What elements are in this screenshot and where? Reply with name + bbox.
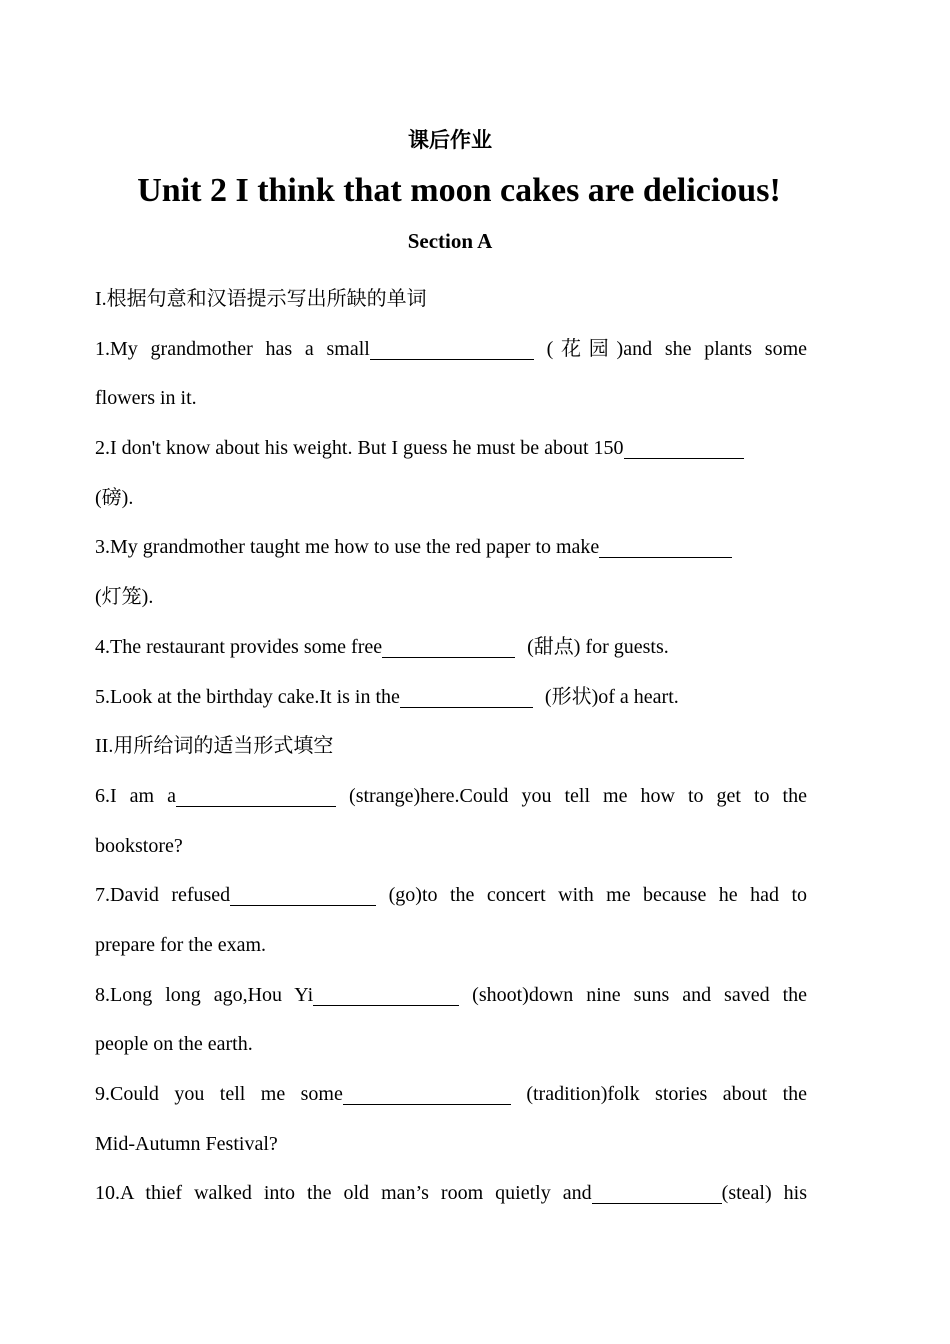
answer-blank-3[interactable] <box>599 535 732 558</box>
answer-blank-7[interactable] <box>230 883 376 906</box>
question-7 <box>95 871 807 921</box>
question-5-text: 5.Look at the birthday cake.It is in the <box>95 685 400 708</box>
question-7-text: 7.David refused <box>95 884 231 907</box>
answer-blank-8[interactable] <box>313 983 459 1006</box>
answer-blank-1[interactable] <box>370 337 534 360</box>
question-8-hint: (shoot)down nine suns and saved the <box>472 983 807 1006</box>
answer-blank-5[interactable] <box>400 685 533 708</box>
question-3 <box>95 523 807 573</box>
question-9 <box>95 1070 807 1120</box>
question-6 <box>95 772 807 822</box>
question-8 <box>95 971 807 1021</box>
question-3-continued: (灯笼). <box>95 586 154 609</box>
question-5-hint: (形状)of a heart. <box>544 685 679 708</box>
homework-label: 课后作业 <box>408 128 492 152</box>
question-6-hint: (strange)here.Could you tell me how to get to the <box>349 784 807 807</box>
question-6-continued: bookstore? <box>95 834 183 857</box>
question-8-text: 8.Long long ago,Hou Yi <box>95 983 314 1006</box>
section-label: Section A <box>407 229 493 253</box>
question-9-hint: (tradition)folk stories about the <box>526 1083 807 1105</box>
question-10-hint: (steal) his <box>721 1182 807 1205</box>
question-10 <box>95 1169 807 1219</box>
question-6-text: 6.I am a <box>95 784 177 807</box>
question-1-text: 1.My grandmother has a small <box>95 337 370 360</box>
question-8-continued: people on the earth. <box>95 1033 253 1056</box>
question-2 <box>95 424 807 474</box>
question-5 <box>95 673 807 723</box>
part1-heading: I.根据句意和汉语提示写出所缺的单词 <box>95 288 427 310</box>
part2-heading: II.用所给词的适当形式填空 <box>95 735 334 758</box>
answer-blank-6[interactable] <box>176 784 336 807</box>
answer-blank-4[interactable] <box>382 635 515 658</box>
question-4-hint: (甜点) for guests. <box>527 635 669 658</box>
answer-blank-10[interactable] <box>592 1181 722 1204</box>
question-9-text: 9.Could you tell me some <box>95 1083 343 1105</box>
question-1-continued: flowers in it. <box>95 387 197 410</box>
question-10-text: 10.A thief walked into the old man’s room quietly and <box>95 1182 592 1205</box>
exercise-body <box>95 275 807 1219</box>
question-4-text: 4.The restaurant provides some free <box>95 635 383 658</box>
question-4 <box>95 623 807 673</box>
answer-blank-9[interactable] <box>343 1082 511 1105</box>
question-9-continued: Mid-Autumn Festival? <box>95 1132 278 1155</box>
question-7-hint: (go)to the concert with me because he had to <box>388 884 807 907</box>
question-7-continued: prepare for the exam. <box>95 933 267 956</box>
question-1 <box>95 325 807 375</box>
question-3-text: 3.My grandmother taught me how to use the red paper to make <box>95 536 600 559</box>
question-2-continued: (磅). <box>95 486 134 509</box>
unit-title: Unit 2 I think that moon cakes are delicious! <box>137 172 781 209</box>
question-2-text: 2.I don't know about his weight. But I guess he must be about 150 <box>95 437 624 460</box>
answer-blank-2[interactable] <box>624 436 744 459</box>
question-1-hint: (花园)and she plants some <box>546 337 807 360</box>
